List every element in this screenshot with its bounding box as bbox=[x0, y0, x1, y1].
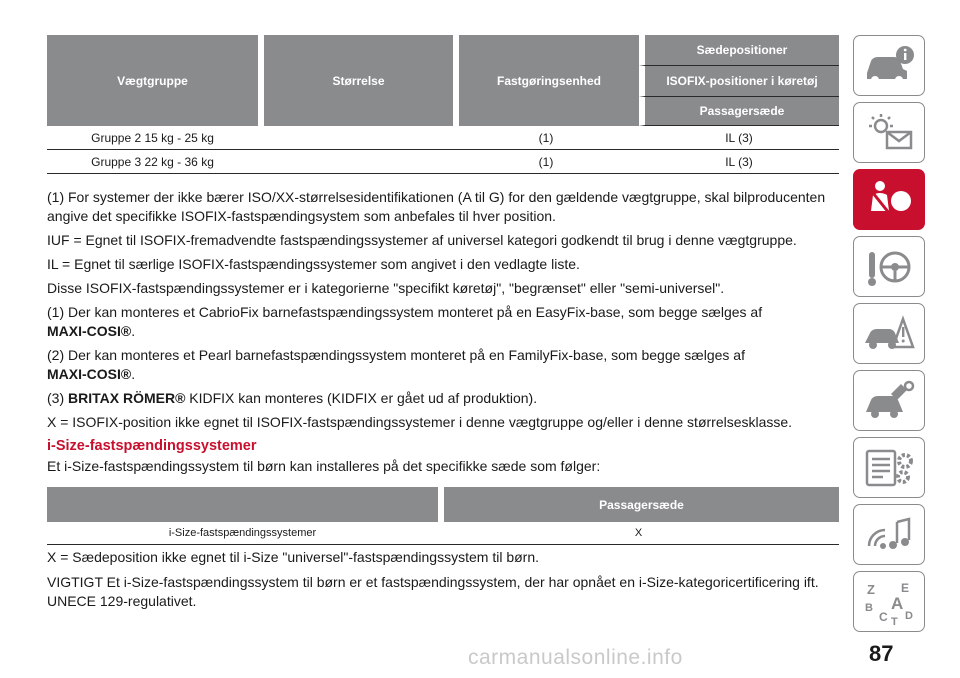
index-letter: A bbox=[891, 593, 904, 613]
table-row bbox=[47, 126, 839, 150]
index-letter: E bbox=[901, 580, 910, 595]
note-1: (1) For systemer der ikke bærer ISO/XX-størrelsesidentifikationen (A til G) for den gældende vægtgruppe, skal bilproducenten angive det specifikke ISOFIX-fastspændingsystem som anbefales til hver position. bbox=[47, 189, 826, 224]
header-isofix-positions: ISOFIX-positioner i køretøj bbox=[639, 66, 839, 97]
tab-driving[interactable] bbox=[853, 236, 925, 297]
index-letter: C bbox=[879, 609, 888, 624]
note-3-prefix: (3) bbox=[47, 390, 68, 406]
tab-multimedia[interactable] bbox=[853, 504, 925, 565]
note-x: X = ISOFIX-position ikke egnet til ISOFIX-fastspændingssystemer i denne vægtgruppe og/eller i denne størrelsesklasse. bbox=[47, 414, 793, 430]
index-letter: D bbox=[905, 609, 913, 622]
tab-tools-settings[interactable] bbox=[853, 437, 925, 498]
tab-index[interactable] bbox=[853, 571, 925, 632]
period: . bbox=[131, 323, 136, 339]
note-pearl bbox=[47, 346, 839, 384]
period: . bbox=[131, 366, 136, 382]
main-content bbox=[47, 35, 839, 611]
chapter-sidebar bbox=[853, 35, 925, 638]
note-cabriofix bbox=[47, 303, 839, 341]
tab-breakdown[interactable] bbox=[853, 303, 925, 364]
isize-header-blank bbox=[47, 487, 438, 522]
header-seat-positions: Sædepositioner bbox=[639, 35, 839, 66]
isize-x-note: X = Sædeposition ikke egnet til i-Size "universel"-fastspændingssystem til børn. bbox=[47, 549, 539, 565]
isize-header-passenger-seat: Passagersæde bbox=[438, 487, 839, 522]
isize-important: VIGTIGT Et i-Size-fastspændingssystem til børn er et fastspændingssystem, der har opnået en i-Size-kategoricertificering ift. UNECE 129-regulativet. bbox=[47, 574, 819, 609]
tab-safety[interactable] bbox=[853, 169, 925, 230]
cell-size bbox=[258, 150, 453, 174]
note-il: IL = Egnet til særlige ISOFIX-fastspændingssystemer som angivet i den vedlagte liste. bbox=[47, 256, 580, 272]
note-iuf: IUF = Egnet til ISOFIX-fremadvendte fastspændingssystemer af universel kategori godkendt til brug i denne vægtgruppe. bbox=[47, 232, 797, 248]
isize-cell-label: i-Size-fastspændingssystemer bbox=[47, 522, 438, 545]
note-cabriofix-text: (1) Der kan monteres et CabrioFix barnefastspændingssystem monteret på en EasyFix-base, som begge sælges af bbox=[47, 304, 763, 320]
cell-fixture: (1) bbox=[453, 150, 639, 174]
index-letter: B bbox=[865, 601, 873, 614]
table-row bbox=[47, 150, 839, 174]
multimedia-icon bbox=[861, 512, 917, 558]
tab-maintenance[interactable] bbox=[853, 370, 925, 431]
tab-dashboard-lights[interactable] bbox=[853, 102, 925, 163]
cell-passenger-seat: IL (3) bbox=[639, 150, 839, 174]
header-fixture: Fastgøringsenhed bbox=[453, 35, 639, 126]
note-britax bbox=[47, 389, 839, 408]
breakdown-icon bbox=[861, 311, 917, 357]
isize-table bbox=[47, 487, 839, 545]
alphabetical-index-icon bbox=[861, 579, 917, 625]
table-row bbox=[47, 522, 839, 545]
tools-settings-icon bbox=[861, 445, 917, 491]
section-heading: i-Size-fastspændingssystemer bbox=[47, 438, 257, 454]
cell-fixture: (1) bbox=[453, 126, 639, 150]
header-size: Størrelse bbox=[258, 35, 453, 126]
brand-britax: BRITAX RÖMER® bbox=[68, 390, 186, 406]
note-categories: Disse ISOFIX-fastspændingssystemer er i kategorierne "specifikt køretøj", "begrænset" eller "semi-universel". bbox=[47, 280, 725, 296]
seatbelt-airbag-icon bbox=[861, 177, 917, 223]
header-passenger-seat: Passagersæde bbox=[639, 97, 839, 126]
watermark: carmanualsonline.info bbox=[468, 646, 683, 669]
index-letter: T bbox=[891, 615, 898, 625]
isofix-table bbox=[47, 35, 839, 174]
brand-maxi-cosi: MAXI-COSI® bbox=[47, 366, 132, 382]
cell-weight-group: Gruppe 2 15 kg - 25 kg bbox=[47, 126, 258, 150]
isize-intro: Et i-Size-fastspændingssystem til børn kan installeres på det specifikke sæde som følger: bbox=[47, 458, 601, 474]
isize-cell-value: X bbox=[438, 522, 839, 545]
note-pearl-text: (2) Der kan monteres et Pearl barnefastspændingssystem monteret på en FamilyFix-base, som begge sælges af bbox=[47, 347, 745, 363]
cell-size bbox=[258, 126, 453, 150]
index-letter: Z bbox=[867, 581, 875, 597]
cell-weight-group: Gruppe 3 22 kg - 36 kg bbox=[47, 150, 258, 174]
steering-wheel-icon bbox=[861, 244, 917, 290]
dashboard-lights-icon bbox=[861, 110, 917, 156]
header-weight-group: Vægtgruppe bbox=[47, 35, 258, 126]
cell-passenger-seat: IL (3) bbox=[639, 126, 839, 150]
brand-maxi-cosi: MAXI-COSI® bbox=[47, 323, 132, 339]
car-info-icon bbox=[861, 43, 917, 89]
note-3-text: KIDFIX kan monteres (KIDFIX er gået ud af produktion). bbox=[185, 390, 538, 406]
maintenance-icon bbox=[861, 378, 917, 424]
page-number: 87 bbox=[869, 641, 894, 666]
tab-car-info[interactable] bbox=[853, 35, 925, 96]
